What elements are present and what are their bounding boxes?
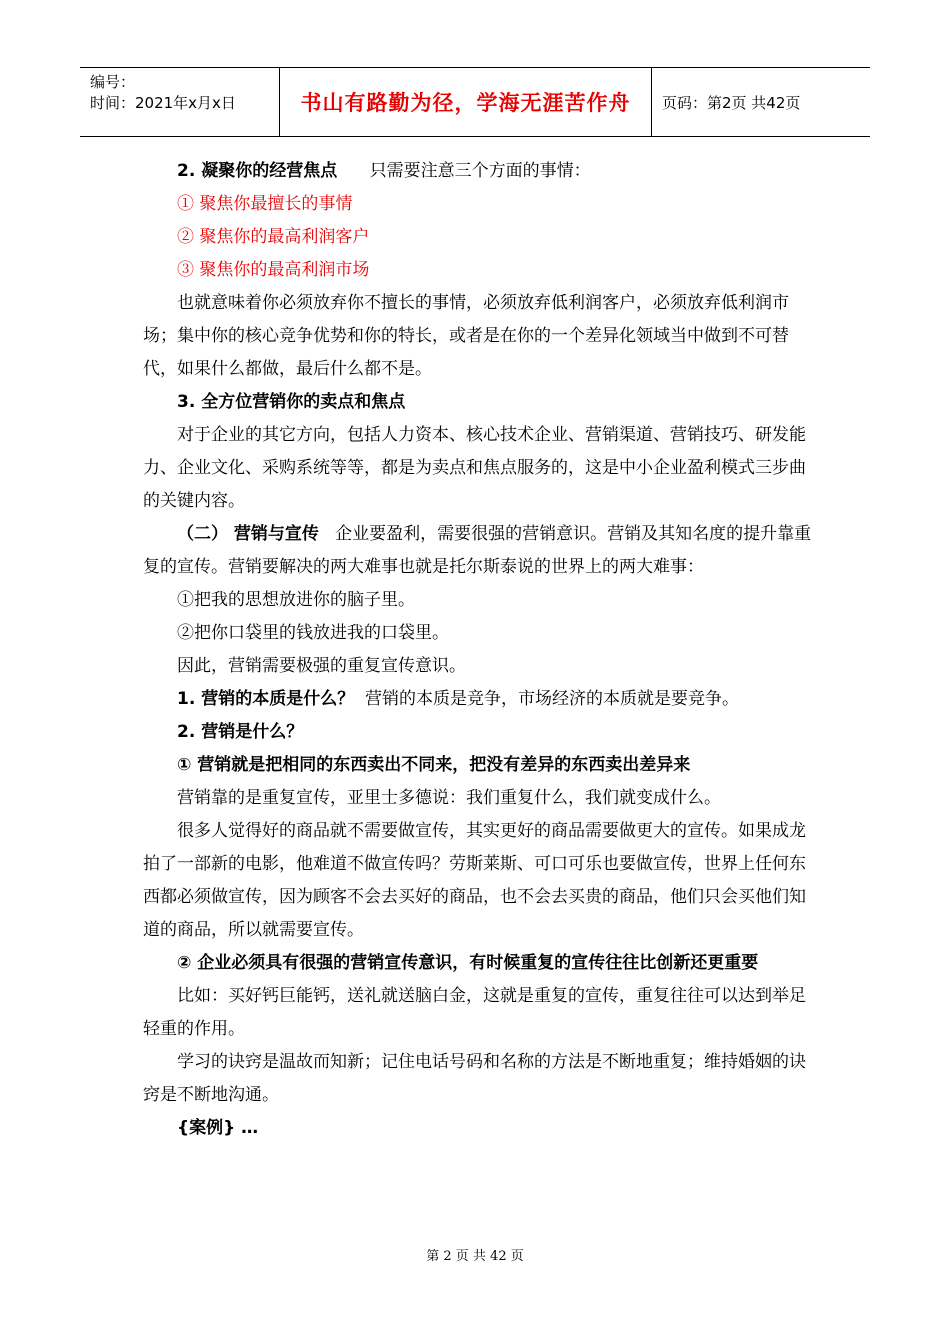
section-2-heading: 2. 凝聚你的经营焦点 — [177, 161, 338, 181]
time-label: 时间：2021年x月x日 — [90, 94, 236, 112]
paragraph-2: 对于企业的其它方向，包括人力资本、核心技术企业、营销渠道、营销技巧、研发能力、企业文化、采购系统等等，都是为卖点和焦点服务的，这是中小企业盈利模式三步曲的关键内容。 — [143, 425, 806, 511]
section-two-text: 企业要盈利，需要很强的营销意识。营销及其知名度的提升靠重复的宣传。营销要解决的两大难事也就是托尔斯泰说的世界上的两大难事： — [143, 524, 812, 577]
header-motto: 书山有路勤为径，学海无涯苦作舟 — [280, 68, 652, 136]
number-label: 编号： — [90, 73, 136, 91]
paragraph-5: 很多人觉得好的商品就不需要做宣传，其实更好的商品需要做更大的宣传。如果成龙拍了一部新的电影，他难道不做宣传吗？劳斯莱斯、可口可乐也要做宣传，世界上任何东西都必须做宣传，因为顾客不会去买好的商品，也不会去买贵的商品，他们只会买他们知道的商品，所以就需要宣传。 — [143, 821, 806, 940]
point-2-heading: ② 企业必须具有很强的营销宣传意识，有时候重复的宣传往往比创新还更重要 — [177, 953, 759, 973]
section-two-heading: （二） 营销与宣传 — [177, 524, 319, 544]
section-2-line — [143, 155, 815, 188]
section-2-text: 只需要注意三个方面的事情： — [369, 161, 591, 181]
point-1-heading: ① 营销就是把相同的东西卖出不同来，把没有差异的东西卖出差异来 — [177, 755, 691, 775]
focus-item-3: ③ 聚焦你的最高利润市场 — [177, 260, 370, 280]
paragraph-7: 学习的诀窍是温故而知新；记住电话号码和名称的方法是不断地重复；维持婚姻的诀窍是不断地沟通。 — [143, 1052, 806, 1105]
case-label: {案例} … — [177, 1118, 259, 1138]
document-body — [143, 155, 815, 1145]
focus-item-2: ② 聚焦你的最高利润客户 — [177, 227, 370, 247]
section-3-heading: 3. 全方位营销你的卖点和焦点 — [177, 392, 406, 412]
section-two-paragraph — [143, 518, 815, 584]
paragraph-4: 营销靠的是重复宣传，亚里士多德说：我们重复什么，我们就变成什么。 — [177, 788, 721, 808]
paragraph-3: 因此，营销需要极强的重复宣传意识。 — [177, 656, 466, 676]
focus-item-1: ① 聚焦你最擅长的事情 — [177, 194, 353, 214]
question-2-heading: 2. 营销是什么？ — [177, 722, 304, 742]
page-header — [80, 67, 870, 137]
hard-item-1: ①把我的思想放进你的脑子里。 — [177, 590, 415, 610]
paragraph-6: 比如：买好钙巨能钙，送礼就送脑白金，这就是重复的宣传，重复往往可以达到举足轻重的作用。 — [143, 986, 806, 1039]
header-meta — [80, 68, 280, 136]
question-1-answer: 营销的本质是竞争，市场经济的本质就是要竞争。 — [365, 689, 740, 709]
header-page-info: 页码：第2页 共42页 — [662, 93, 801, 112]
question-1-heading: 1. 营销的本质是什么？ — [177, 689, 355, 709]
hard-item-2: ②把你口袋里的钱放进我的口袋里。 — [177, 623, 449, 643]
paragraph-1: 也就意味着你必须放弃你不擅长的事情，必须放弃低利润客户，必须放弃低利润市场；集中你的核心竞争优势和你的特长，或者是在你的一个差异化领域当中做到不可替代，如果什么都做，最后什么都不是。 — [143, 293, 789, 379]
question-1-line — [143, 683, 815, 716]
page-footer: 第 2 页 共 42 页 — [426, 1249, 524, 1264]
